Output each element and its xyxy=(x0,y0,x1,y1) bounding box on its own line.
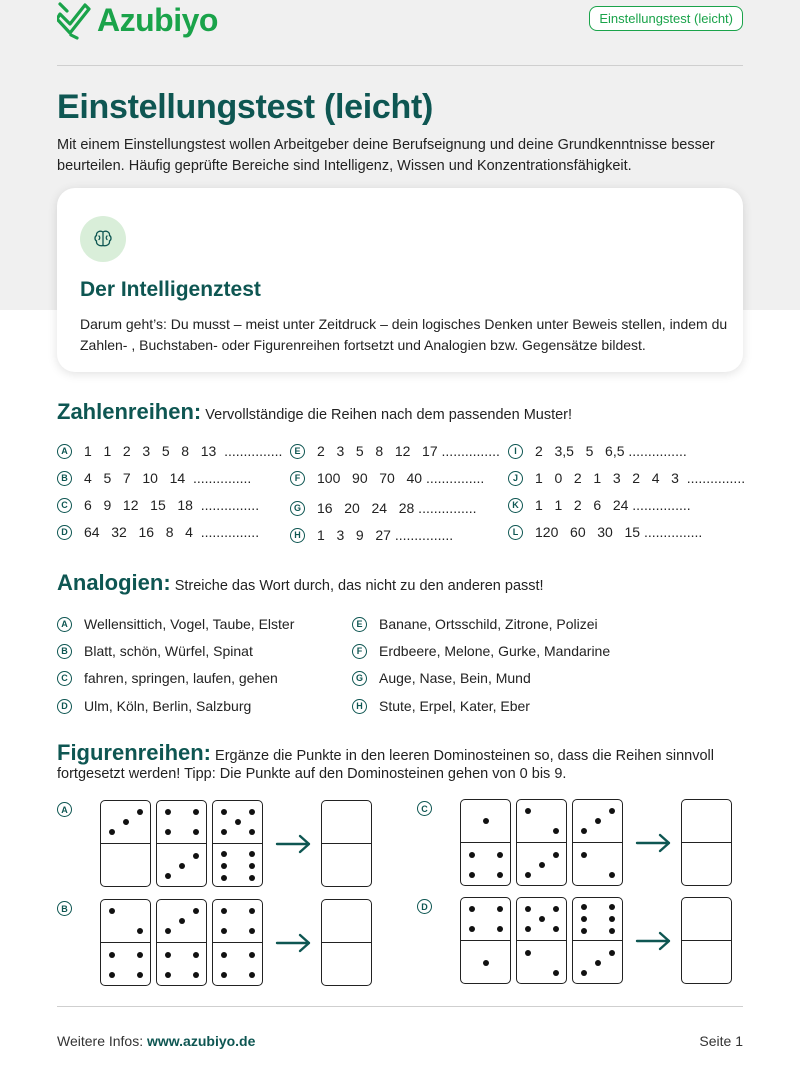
domino-divider xyxy=(101,942,150,943)
domino-pip xyxy=(609,872,615,878)
domino-pip xyxy=(137,928,143,934)
empty-domino[interactable] xyxy=(321,800,372,887)
item-text: 2 3,5 5 6,5 ............... xyxy=(535,443,687,459)
domino xyxy=(212,899,263,986)
domino-pip xyxy=(137,952,143,958)
domino-pip xyxy=(165,952,171,958)
zahlenreihe-f xyxy=(290,470,484,486)
analogie-c xyxy=(57,670,278,686)
domino-divider xyxy=(461,940,510,941)
domino-divider xyxy=(322,843,371,844)
zahlenreihe-l xyxy=(508,524,702,540)
zahlenreihe-c xyxy=(57,497,259,513)
domino-pip xyxy=(221,908,227,914)
domino-pip xyxy=(553,970,559,976)
domino-divider xyxy=(573,842,622,843)
item-text: 64 32 16 8 4 ............... xyxy=(84,524,260,540)
domino-pip xyxy=(525,872,531,878)
domino-pip xyxy=(249,875,255,881)
figurenreihe-letter-badge: C xyxy=(417,801,432,816)
domino-pip xyxy=(249,851,255,857)
item-letter-badge: K xyxy=(508,498,523,513)
item-text: 1 1 2 6 24 ............... xyxy=(535,497,691,513)
empty-domino[interactable] xyxy=(321,899,372,986)
zahlenreihe-i xyxy=(508,443,687,459)
domino-pip xyxy=(483,818,489,824)
item-text: Stute, Erpel, Kater, Eber xyxy=(379,698,530,714)
figurenreihe-c xyxy=(460,799,737,886)
domino-pip xyxy=(249,829,255,835)
domino-pip xyxy=(179,918,185,924)
item-letter-badge: G xyxy=(290,501,305,516)
domino-divider xyxy=(322,942,371,943)
item-text: Ulm, Köln, Berlin, Salzburg xyxy=(84,698,252,714)
footer-info xyxy=(57,1033,255,1049)
domino-divider xyxy=(213,843,262,844)
domino-pip xyxy=(609,808,615,814)
domino-divider xyxy=(682,842,731,843)
item-text: 16 20 24 28 ............... xyxy=(317,500,477,516)
domino-pip xyxy=(109,908,115,914)
figurenreihen-instruction: Ergänze die Punkte in den leeren Dominosteinen so, dass die Reihen sinnvoll fortgesetzt werden! Tipp: Die Punkte auf den Dominosteinen gehen von 0 bis 9. xyxy=(57,748,714,782)
domino-pip xyxy=(609,928,615,934)
domino-pip xyxy=(497,906,503,912)
domino-pip xyxy=(221,863,227,869)
domino-pip xyxy=(221,809,227,815)
item-letter-badge: D xyxy=(57,699,72,714)
domino-pip xyxy=(469,926,475,932)
domino-pip xyxy=(221,829,227,835)
domino xyxy=(516,799,567,886)
domino-pip xyxy=(193,829,199,835)
domino xyxy=(460,897,511,984)
domino-divider xyxy=(157,942,206,943)
domino-pip xyxy=(193,809,199,815)
item-letter-badge: I xyxy=(508,444,523,459)
item-letter-badge: E xyxy=(290,444,305,459)
brain-icon xyxy=(80,216,126,262)
analogien-title: Analogien: xyxy=(57,570,171,595)
figurenreihe-d xyxy=(460,897,737,984)
domino xyxy=(572,799,623,886)
item-letter-badge: H xyxy=(352,699,367,714)
arrow-right-icon xyxy=(635,833,673,853)
domino-pip xyxy=(595,960,601,966)
domino-pip xyxy=(221,928,227,934)
domino-pip xyxy=(109,829,115,835)
domino-pip xyxy=(525,808,531,814)
item-text: 120 60 30 15 ............... xyxy=(535,524,703,540)
item-text: fahren, springen, laufen, gehen xyxy=(84,670,278,686)
logo[interactable] xyxy=(57,0,218,40)
domino-pip xyxy=(193,908,199,914)
item-text: Wellensittich, Vogel, Taube, Elster xyxy=(84,616,295,632)
azubiyo-logo-icon xyxy=(57,0,91,40)
domino xyxy=(516,897,567,984)
zahlenreihe-j xyxy=(508,470,745,486)
domino-pip xyxy=(497,852,503,858)
analogie-h xyxy=(352,698,530,714)
item-text: Erdbeere, Melone, Gurke, Mandarine xyxy=(379,643,611,659)
logo-text: Azubiyo xyxy=(97,1,218,38)
page-title: Einstellungstest (leicht) xyxy=(57,88,433,126)
zahlenreihe-d xyxy=(57,524,259,540)
figurenreihe-letter-badge: D xyxy=(417,899,432,914)
item-text: 1 0 2 1 3 2 4 3 ............... xyxy=(535,470,746,486)
item-text: 100 90 70 40 ............... xyxy=(317,470,485,486)
domino-pip xyxy=(581,916,587,922)
zahlenreihe-g xyxy=(290,500,477,516)
domino xyxy=(572,897,623,984)
zahlenreihen-title: Zahlenreihen: xyxy=(57,399,202,424)
item-text: 1 1 2 3 5 8 13 ............... xyxy=(84,443,283,459)
zahlenreihe-b xyxy=(57,470,251,486)
item-text: Auge, Nase, Bein, Mund xyxy=(379,670,531,686)
domino-pip xyxy=(179,863,185,869)
domino-pip xyxy=(193,952,199,958)
item-letter-badge: H xyxy=(290,528,305,543)
domino-pip xyxy=(581,828,587,834)
domino-pip xyxy=(165,809,171,815)
zahlenreihe-a xyxy=(57,443,282,459)
figurenreihen-title: Figurenreihen: xyxy=(57,740,212,765)
header xyxy=(57,0,743,66)
item-letter-badge: B xyxy=(57,644,72,659)
item-text: 6 9 12 15 18 ............... xyxy=(84,497,260,513)
domino-pip xyxy=(193,972,199,978)
figurenreihen-heading xyxy=(57,740,747,783)
figurenreihe-letter-badge: A xyxy=(57,802,72,817)
item-letter-badge: C xyxy=(57,671,72,686)
card-text: Darum geht’s: Du musst – meist unter Zeitdruck – dein logisches Denken unter Beweis stellen, indem du Zahlen- , Buchstaben- oder Figurenreihen fortsetzt und Analogien bzw. Gegensätze bildest. xyxy=(80,316,728,353)
arrow-right-icon xyxy=(275,834,313,854)
domino xyxy=(156,800,207,887)
domino-divider xyxy=(517,940,566,941)
domino-pip xyxy=(165,928,171,934)
domino-pip xyxy=(235,819,241,825)
domino-pip xyxy=(609,916,615,922)
domino-pip xyxy=(483,960,489,966)
footer-link[interactable]: www.azubiyo.de xyxy=(147,1033,256,1049)
domino xyxy=(460,799,511,886)
domino-pip xyxy=(137,809,143,815)
empty-domino[interactable] xyxy=(681,799,732,886)
domino-pip xyxy=(469,852,475,858)
zahlenreihen-instruction: Vervollständige die Reihen nach dem passenden Muster! xyxy=(205,407,573,423)
domino-pip xyxy=(525,906,531,912)
empty-domino[interactable] xyxy=(681,897,732,984)
domino-pip xyxy=(221,875,227,881)
item-letter-badge: F xyxy=(290,471,305,486)
item-letter-badge: B xyxy=(57,471,72,486)
domino-pip xyxy=(553,906,559,912)
item-letter-badge: L xyxy=(508,525,523,540)
item-letter-badge: A xyxy=(57,617,72,632)
card-title: Der Intelligenztest xyxy=(80,278,261,301)
domino xyxy=(212,800,263,887)
domino-pip xyxy=(193,853,199,859)
domino-pip xyxy=(221,952,227,958)
zahlenreihen-heading xyxy=(57,399,572,425)
domino-divider xyxy=(213,942,262,943)
domino-pip xyxy=(539,916,545,922)
domino-pip xyxy=(525,926,531,932)
item-letter-badge: E xyxy=(352,617,367,632)
item-text: 2 3 5 8 12 17 ............... xyxy=(317,443,500,459)
domino-pip xyxy=(249,972,255,978)
domino-pip xyxy=(539,862,545,868)
domino-pip xyxy=(123,819,129,825)
domino-pip xyxy=(581,970,587,976)
domino-pip xyxy=(165,829,171,835)
analogie-b xyxy=(57,643,253,659)
domino xyxy=(100,899,151,986)
domino-pip xyxy=(581,904,587,910)
domino-divider xyxy=(682,940,731,941)
figurenreihe-b xyxy=(100,899,377,986)
zahlenreihe-e xyxy=(290,443,500,459)
domino-pip xyxy=(249,908,255,914)
intelligence-card xyxy=(57,188,743,372)
domino-pip xyxy=(581,928,587,934)
arrow-right-icon xyxy=(635,931,673,951)
category-badge[interactable]: Einstellungstest (leicht) xyxy=(589,6,743,31)
analogie-d xyxy=(57,698,251,714)
domino xyxy=(100,800,151,887)
footer-label: Weitere Infos: xyxy=(57,1033,144,1049)
item-letter-badge: C xyxy=(57,498,72,513)
item-letter-badge: G xyxy=(352,671,367,686)
domino-pip xyxy=(595,818,601,824)
domino-divider xyxy=(157,843,206,844)
domino-pip xyxy=(609,950,615,956)
footer xyxy=(57,1006,743,1049)
item-text: 1 3 9 27 ............... xyxy=(317,527,454,543)
arrow-right-icon xyxy=(275,933,313,953)
domino-pip xyxy=(553,926,559,932)
item-text: Banane, Ortsschild, Zitrone, Polizei xyxy=(379,616,598,632)
domino-pip xyxy=(249,952,255,958)
item-text: 4 5 7 10 14 ............... xyxy=(84,470,252,486)
domino-pip xyxy=(553,852,559,858)
domino-pip xyxy=(497,926,503,932)
domino-divider xyxy=(461,842,510,843)
domino-pip xyxy=(221,851,227,857)
domino-pip xyxy=(221,972,227,978)
item-text: Blatt, schön, Würfel, Spinat xyxy=(84,643,253,659)
domino-pip xyxy=(165,972,171,978)
analogie-g xyxy=(352,670,531,686)
zahlenreihe-h xyxy=(290,527,453,543)
analogie-a xyxy=(57,616,294,632)
item-letter-badge: J xyxy=(508,471,523,486)
domino-pip xyxy=(609,904,615,910)
domino-pip xyxy=(497,872,503,878)
domino-pip xyxy=(469,906,475,912)
item-letter-badge: D xyxy=(57,525,72,540)
figurenreihe-a xyxy=(100,800,377,887)
domino-divider xyxy=(573,940,622,941)
domino-pip xyxy=(581,852,587,858)
domino-pip xyxy=(137,972,143,978)
figurenreihe-letter-badge: B xyxy=(57,901,72,916)
domino xyxy=(156,899,207,986)
domino-divider xyxy=(101,843,150,844)
intro-text: Mit einem Einstellungstest wollen Arbeitgeber deine Berufseignung und deine Grundkenntnisse besser beurteilen. Häufig geprüfte Bereiche sind Intelligenz, Wissen und Konzentrationsfähigkeit. xyxy=(57,137,715,174)
domino-pip xyxy=(165,873,171,879)
domino-pip xyxy=(525,950,531,956)
analogien-heading xyxy=(57,570,544,596)
domino-pip xyxy=(109,952,115,958)
analogien-instruction: Streiche das Wort durch, das nicht zu den anderen passt! xyxy=(174,578,544,594)
domino-pip xyxy=(109,972,115,978)
item-letter-badge: A xyxy=(57,444,72,459)
analogie-f xyxy=(352,643,610,659)
item-letter-badge: F xyxy=(352,644,367,659)
page-number: Seite 1 xyxy=(699,1033,743,1049)
domino-pip xyxy=(553,828,559,834)
domino-pip xyxy=(469,872,475,878)
analogie-e xyxy=(352,616,598,632)
domino-pip xyxy=(249,809,255,815)
domino-pip xyxy=(249,928,255,934)
domino-pip xyxy=(249,863,255,869)
domino-divider xyxy=(517,842,566,843)
zahlenreihe-k xyxy=(508,497,691,513)
